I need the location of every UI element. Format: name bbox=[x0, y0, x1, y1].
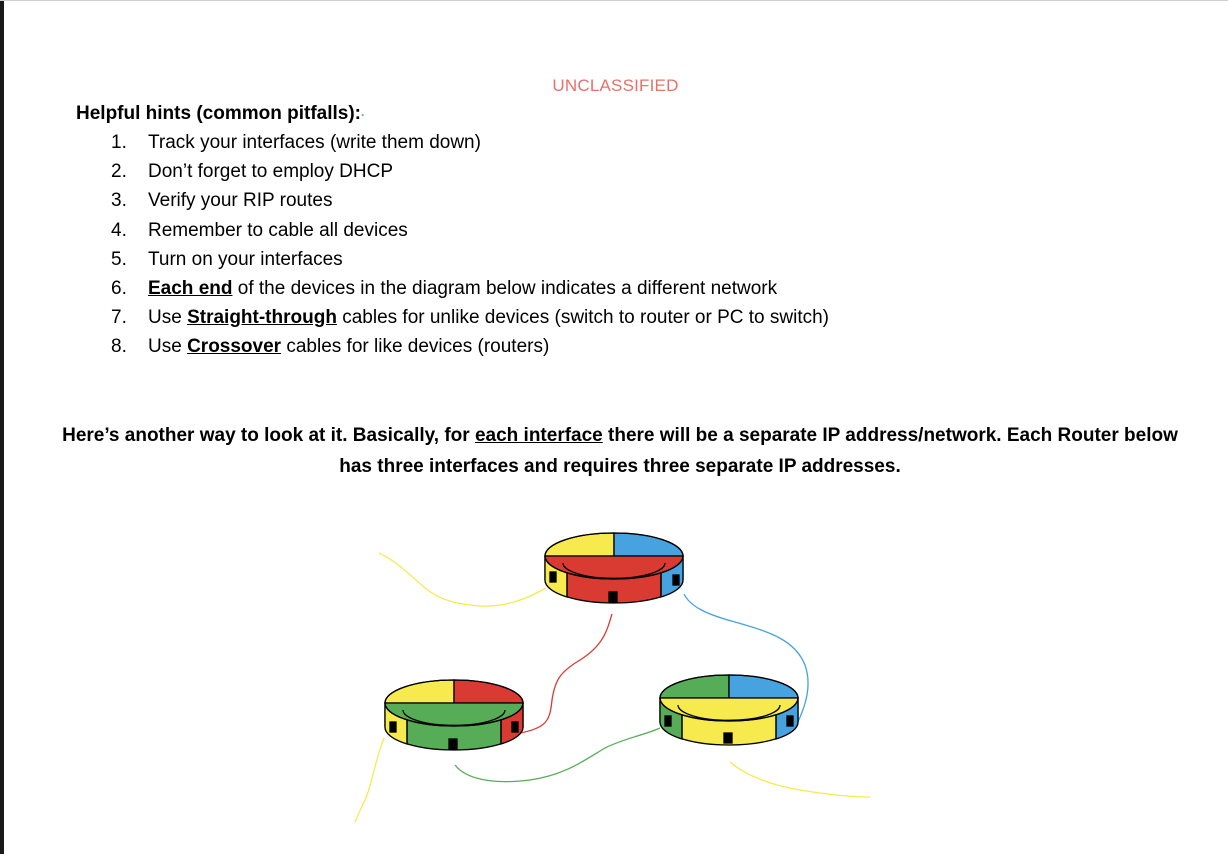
item-text: Use bbox=[148, 307, 188, 329]
paragraph-text-after: there will be a separate IP address/network. Each Router below has three interfaces and requires three separate IP addresses. bbox=[339, 425, 1178, 477]
yellow-cable-top bbox=[379, 553, 546, 606]
item-text-after: of the devices in the diagram below indicates a different network bbox=[232, 277, 778, 299]
list-number: 7. bbox=[111, 307, 127, 329]
item-text: Turn on your interfaces bbox=[148, 248, 343, 270]
list-number: 5. bbox=[111, 248, 127, 270]
item-emphasis: Straight-through bbox=[187, 307, 337, 329]
item-emphasis: Each end bbox=[148, 277, 233, 299]
classification-banner: UNCLASSIFIED bbox=[552, 76, 679, 95]
item-emphasis: Crossover bbox=[187, 336, 282, 358]
list-number: 4. bbox=[111, 219, 127, 241]
item-text-after: cables for like devices (routers) bbox=[281, 336, 550, 358]
hints-title-text: Helpful hints (common pitfalls): bbox=[76, 103, 361, 124]
item-text: Use bbox=[148, 336, 188, 358]
yellow-cable-right bbox=[730, 762, 870, 797]
router-icon-right bbox=[660, 675, 798, 745]
paragraph-emphasis: each interface bbox=[474, 425, 603, 446]
list-number: 2. bbox=[111, 161, 127, 183]
item-text: Verify your RIP routes bbox=[148, 190, 333, 212]
item-text: Don’t forget to employ DHCP bbox=[148, 161, 393, 183]
list-number: 6. bbox=[111, 277, 127, 299]
item-text-after: cables for unlike devices (switch to router or PC to switch) bbox=[336, 307, 830, 329]
router-icon-left bbox=[385, 680, 523, 750]
router-icon-top bbox=[545, 533, 683, 603]
list-number: 8. bbox=[111, 336, 127, 358]
paragraph-text: Here’s another way to look at it. Basically, for bbox=[62, 425, 475, 446]
yellow-cable-left bbox=[355, 738, 384, 822]
item-text: Remember to cable all devices bbox=[148, 219, 408, 241]
red-cable bbox=[520, 614, 612, 733]
list-number: 1. bbox=[111, 132, 127, 153]
paragraph-mark: · bbox=[361, 108, 365, 122]
list-number: 3. bbox=[111, 190, 127, 212]
item-text: Track your interfaces (write them down) bbox=[148, 132, 481, 153]
